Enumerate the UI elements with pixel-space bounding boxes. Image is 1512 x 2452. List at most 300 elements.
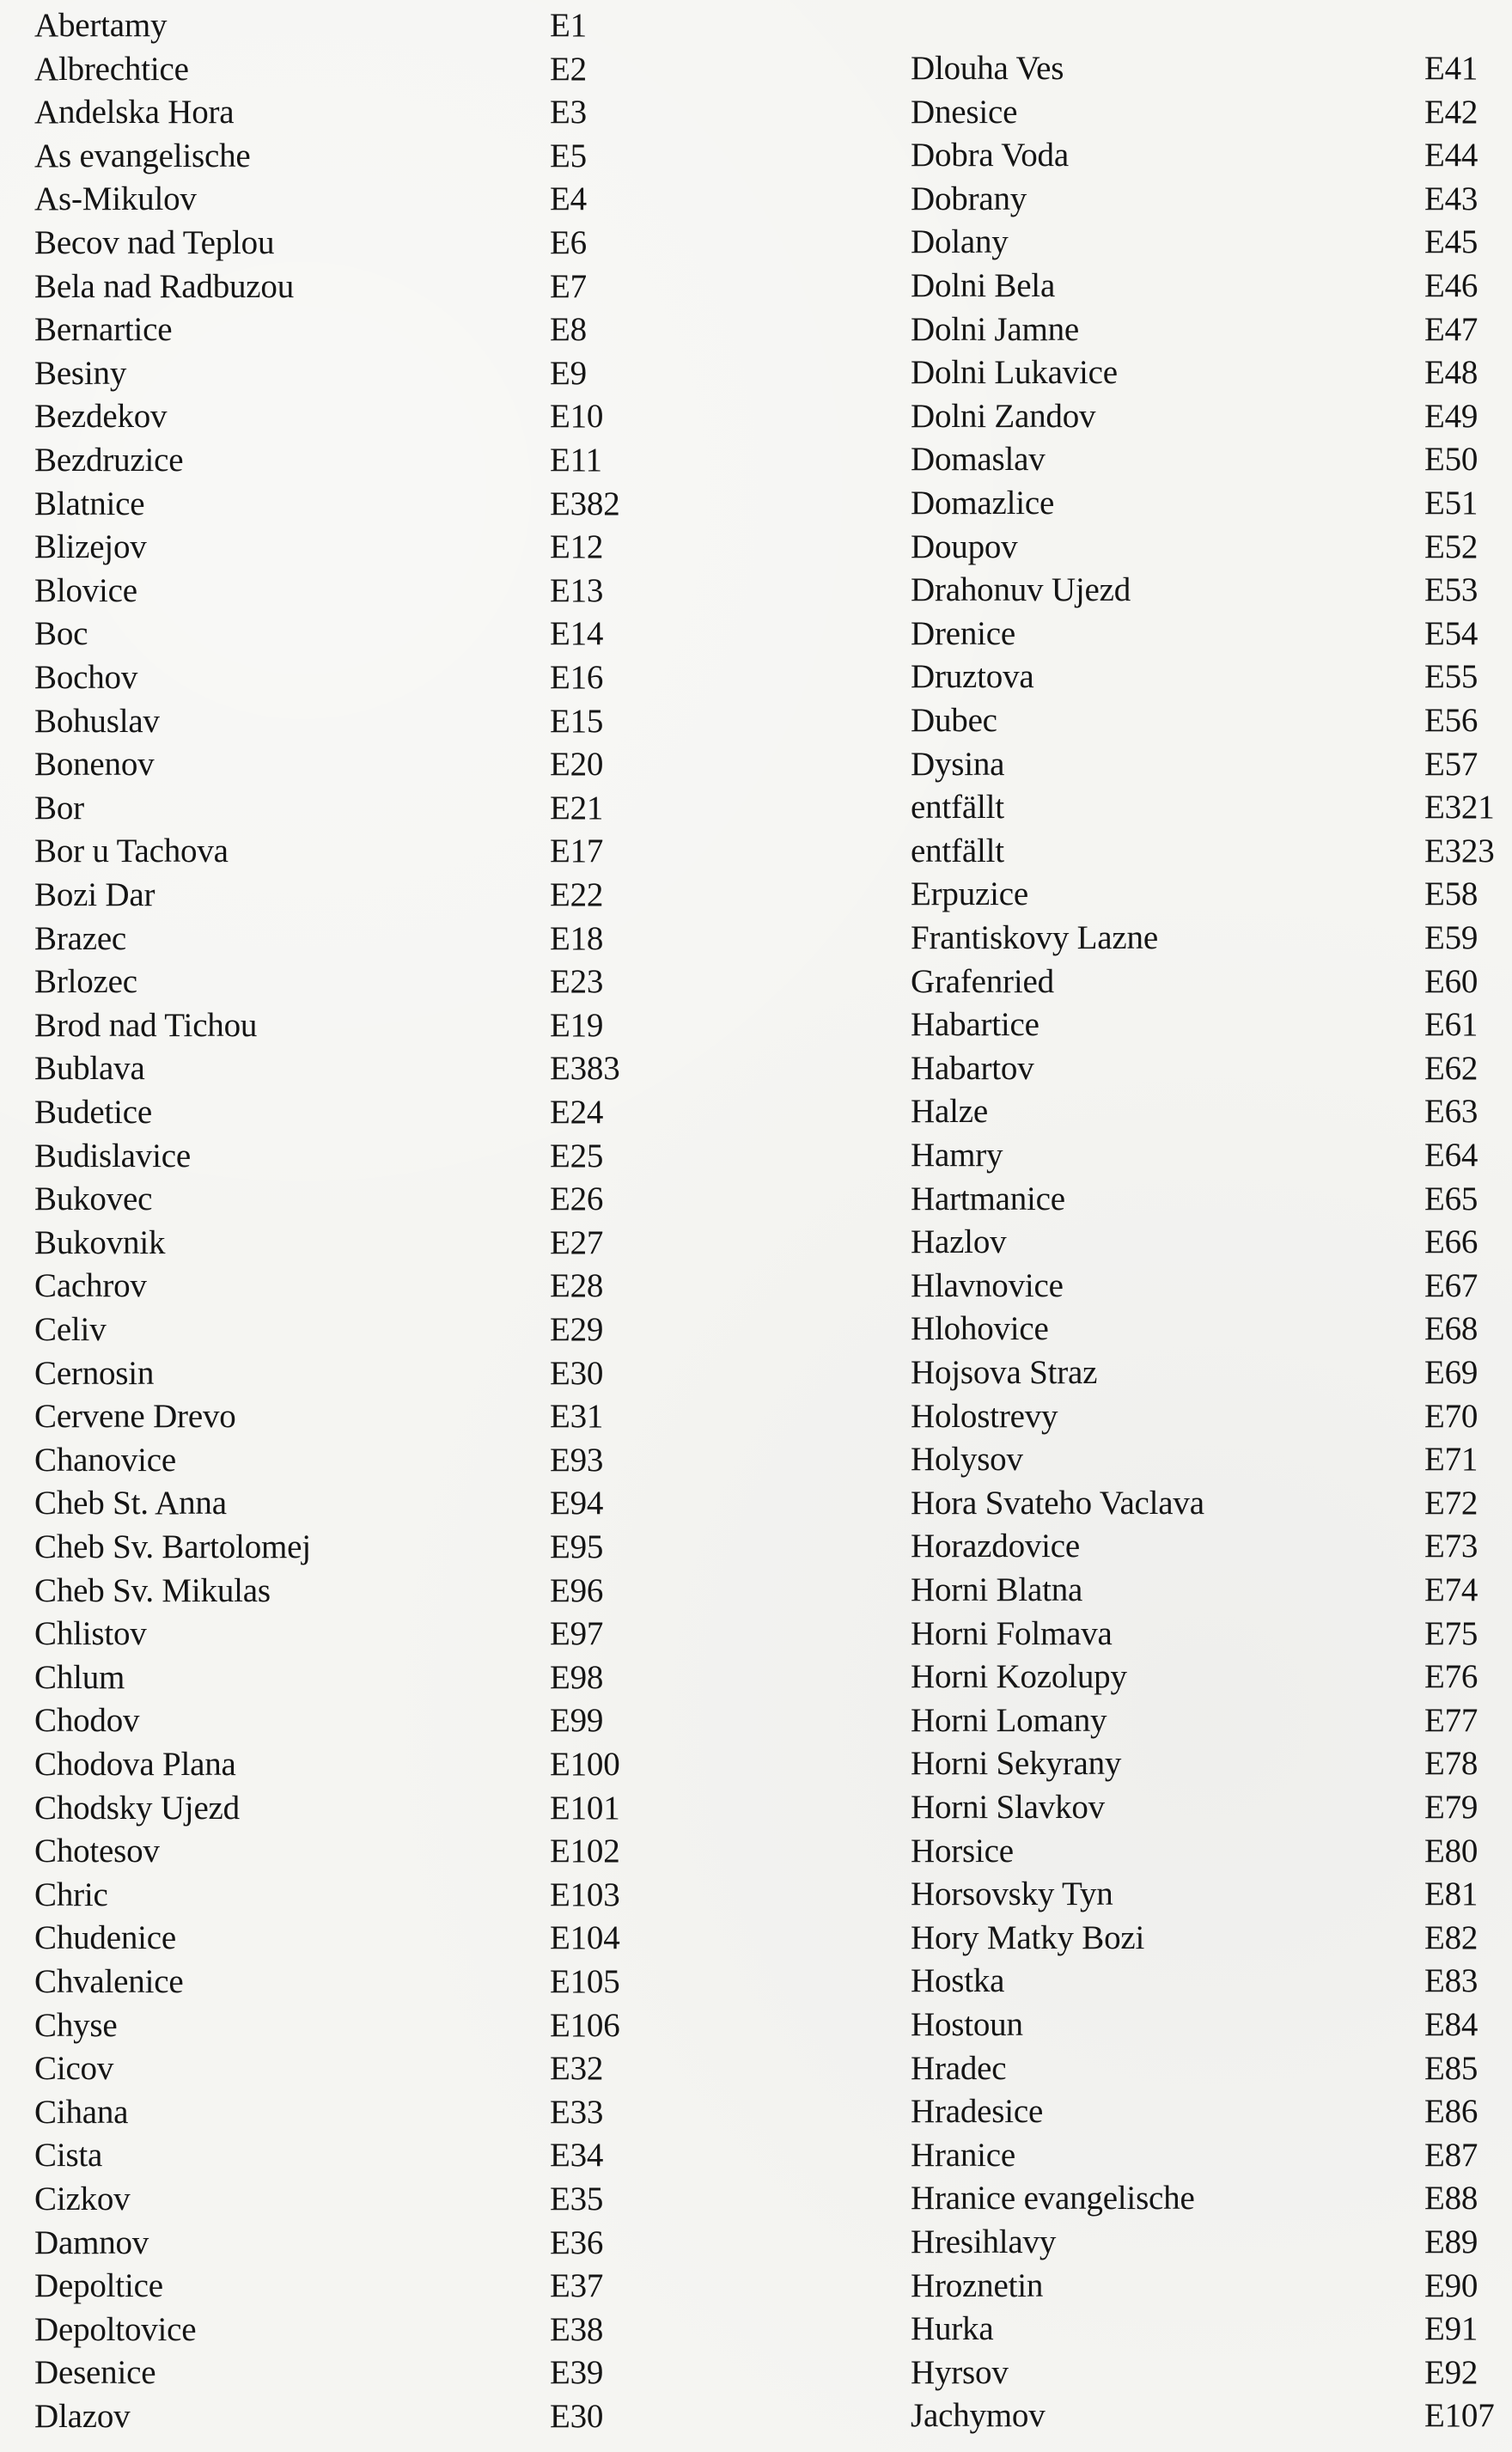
- index-entry: [0, 1223, 773, 1270]
- entry-code: E37: [550, 2267, 604, 2305]
- place-name: Cihana: [34, 2093, 129, 2131]
- place-name: As-Mikulov: [34, 180, 197, 218]
- entry-code: E70: [1424, 1397, 1478, 1435]
- place-name: Dolany: [911, 223, 1009, 261]
- index-entry: [0, 1658, 773, 1705]
- place-name: Bublava: [34, 1050, 145, 1088]
- place-name: Boc: [34, 615, 88, 653]
- place-name: Bernartice: [34, 311, 173, 349]
- place-name: Besiny: [34, 354, 127, 392]
- place-name: Doupov: [911, 528, 1018, 565]
- place-name: Dubec: [911, 702, 997, 739]
- index-entry: [0, 1400, 773, 1443]
- index-entry: [875, 1182, 1512, 1226]
- place-name: Frantiskovy Lazne: [911, 919, 1158, 956]
- place-name: Dobrany: [911, 180, 1027, 217]
- index-entry: [0, 2052, 773, 2095]
- entry-code: E64: [1424, 1137, 1478, 1174]
- place-name: Dolni Lukavice: [911, 354, 1118, 392]
- place-name: Bela nad Radbuzou: [34, 267, 295, 305]
- entry-code: E43: [1424, 180, 1478, 217]
- index-entry: [0, 1486, 773, 1530]
- place-name: Damnov: [34, 2223, 149, 2261]
- entry-code: E65: [1424, 1180, 1478, 1217]
- entry-code: E45: [1424, 223, 1478, 261]
- entry-code: E74: [1424, 1571, 1478, 1608]
- entry-code: E92: [1424, 2353, 1478, 2391]
- place-name: Halze: [911, 1093, 988, 1131]
- index-entry: [0, 2400, 773, 2443]
- place-name: Celiv: [34, 1311, 107, 1348]
- index-entry: [875, 1790, 1512, 1834]
- entry-code: E30: [550, 2398, 604, 2435]
- place-name: Hlohovice: [911, 1310, 1049, 1348]
- entry-code: E89: [1424, 2223, 1478, 2260]
- place-name: Jachymov: [911, 2397, 1046, 2435]
- entry-code: E22: [550, 876, 604, 913]
- index-entry: [0, 182, 773, 226]
- entry-code: E71: [1424, 1441, 1478, 1479]
- index-entry: [0, 1571, 773, 1618]
- entry-code: E57: [1424, 745, 1478, 783]
- index-entry: [875, 921, 1512, 965]
- place-name: Horni Lomany: [911, 1701, 1107, 1739]
- index-entry: [875, 962, 1512, 1009]
- place-name: Grafenried: [911, 962, 1054, 1000]
- index-entry: [875, 1486, 1512, 1530]
- entry-code: E50: [1424, 441, 1478, 479]
- index-entry: [0, 400, 773, 443]
- entry-code: E49: [1424, 397, 1478, 435]
- index-entry: [0, 2269, 773, 2313]
- entry-code: E87: [1424, 2136, 1478, 2174]
- index-entry: [875, 1747, 1512, 1790]
- place-name: Habartov: [911, 1049, 1034, 1087]
- place-name: Dysina: [911, 745, 1005, 783]
- place-name: Hojsova Straz: [911, 1354, 1098, 1391]
- index-entry: [875, 138, 1512, 182]
- index-entry: [0, 2138, 773, 2182]
- index-entry: [875, 1138, 1512, 1182]
- index-entry: [875, 2138, 1512, 2182]
- entry-code: E19: [550, 1006, 604, 1044]
- entry-code: E323: [1424, 832, 1495, 869]
- entry-code: E4: [550, 180, 587, 218]
- place-name: Bor: [34, 789, 84, 826]
- place-name: Domazlice: [911, 485, 1055, 522]
- place-name: Chvalenice: [34, 1963, 184, 2000]
- entry-code: E29: [550, 1311, 604, 1348]
- index-entry: [0, 354, 773, 400]
- place-name: Hradec: [911, 2049, 1007, 2087]
- entry-code: E79: [1424, 1789, 1478, 1826]
- entry-code: E62: [1424, 1049, 1478, 1087]
- index-entry: [0, 661, 773, 704]
- entry-code: E21: [550, 789, 604, 826]
- index-entry: [875, 1529, 1512, 1573]
- index-entry: [0, 2356, 773, 2400]
- index-entry: [875, 1614, 1512, 1661]
- entry-code: E11: [550, 442, 602, 479]
- index-entry: [875, 52, 1512, 95]
- index-entry: [875, 1095, 1512, 1138]
- entry-code: E10: [550, 398, 604, 436]
- place-name: Chudenice: [34, 1919, 176, 1957]
- entry-code: E76: [1424, 1658, 1478, 1696]
- entry-code: E28: [550, 1267, 604, 1305]
- entry-code: E97: [550, 1615, 604, 1653]
- index-entry: [0, 313, 773, 357]
- place-name: Desenice: [34, 2354, 156, 2392]
- place-name: Drahonuv Ujezd: [911, 571, 1131, 609]
- entry-code: E35: [550, 2181, 604, 2217]
- entry-code: E1: [550, 7, 587, 44]
- entry-code: E3: [550, 94, 587, 131]
- place-name: Horni Blatna: [911, 1571, 1083, 1608]
- place-name: Chyse: [34, 2006, 118, 2044]
- place-name: Bozi Dar: [34, 876, 155, 913]
- place-name: Dlazov: [34, 2398, 131, 2435]
- index-entry: [875, 310, 1512, 357]
- place-name: Cernosin: [34, 1354, 155, 1392]
- entry-code: E66: [1424, 1223, 1478, 1261]
- place-name: Horni Slavkov: [911, 1789, 1105, 1826]
- entry-code: E47: [1424, 310, 1478, 348]
- index-entry: [0, 1530, 773, 1574]
- place-name: Blovice: [34, 571, 137, 609]
- entry-code: E382: [550, 485, 620, 522]
- entry-code: E383: [550, 1050, 620, 1088]
- index-entry: [875, 225, 1512, 269]
- place-name: Dlouha Ves: [911, 50, 1064, 87]
- index-entry: [875, 704, 1512, 747]
- index-entry: [0, 139, 773, 183]
- entry-code: E32: [550, 2050, 604, 2088]
- index-entry: [0, 1052, 773, 1095]
- index-entry: [875, 614, 1512, 661]
- index-entry: [875, 2353, 1512, 2400]
- index-entry: [875, 1008, 1512, 1052]
- index-entry: [875, 1443, 1512, 1486]
- place-name: Cheb Sv. Mikulas: [34, 1571, 271, 1609]
- index-entry: [0, 267, 773, 314]
- place-name: Cheb St. Anna: [34, 1485, 227, 1522]
- index-entry: [0, 1704, 773, 1748]
- place-name: Hranice: [911, 2136, 1016, 2174]
- entry-code: E20: [550, 746, 604, 784]
- place-name: Bezdruzice: [34, 442, 184, 479]
- right-index-column: [875, 0, 1512, 2452]
- entry-code: E14: [550, 615, 604, 653]
- index-entry: [0, 1878, 773, 1922]
- entry-code: E81: [1424, 1876, 1478, 1913]
- entry-code: E58: [1424, 875, 1478, 913]
- entry-code: E98: [550, 1658, 604, 1696]
- entry-code: E59: [1424, 919, 1478, 956]
- place-name: Horni Kozolupy: [911, 1658, 1127, 1696]
- place-name: Hyrsov: [911, 2353, 1009, 2391]
- entry-code: E93: [550, 1441, 604, 1479]
- index-entry: [0, 878, 773, 922]
- entry-code: E12: [550, 528, 604, 566]
- place-name: Hazlov: [911, 1223, 1007, 1261]
- entry-code: E7: [550, 267, 587, 305]
- entry-code: E99: [550, 1702, 604, 1740]
- place-name: Hroznetin: [911, 2266, 1044, 2304]
- place-name: Hory Matky Bozi: [911, 1918, 1145, 1956]
- entry-code: E69: [1424, 1354, 1478, 1391]
- place-name: Albrechtice: [34, 50, 189, 88]
- entry-code: E61: [1424, 1006, 1478, 1044]
- index-entry: [875, 834, 1512, 878]
- index-entry: [0, 2095, 773, 2139]
- entry-code: E107: [1424, 2397, 1495, 2435]
- entry-code: E48: [1424, 354, 1478, 392]
- index-entry: [0, 704, 773, 748]
- place-name: Erpuzice: [911, 875, 1028, 913]
- index-entry: [0, 1965, 773, 2009]
- index-entry: [0, 747, 773, 791]
- place-name: Holysov: [911, 1441, 1023, 1479]
- index-entry: [875, 2095, 1512, 2138]
- index-entry: [875, 1834, 1512, 1878]
- entry-code: E106: [550, 2006, 620, 2044]
- index-entry: [875, 1701, 1512, 1748]
- index-entry: [875, 95, 1512, 139]
- index-entry: [875, 2008, 1512, 2052]
- entry-code: E101: [550, 1789, 620, 1827]
- place-name: Cista: [34, 2137, 103, 2174]
- place-name: Bonenov: [34, 746, 155, 784]
- index-entry: [875, 1225, 1512, 1269]
- entry-code: E2: [550, 50, 587, 88]
- entry-code: E77: [1424, 1701, 1478, 1739]
- place-name: Horsovsky Tyn: [911, 1876, 1113, 1913]
- place-name: Budislavice: [34, 1137, 191, 1174]
- entry-code: E42: [1424, 93, 1478, 131]
- entry-code: E95: [550, 1528, 604, 1565]
- entry-code: E26: [550, 1180, 604, 1218]
- index-entry: [875, 790, 1512, 834]
- entry-code: E36: [550, 2223, 604, 2261]
- index-entry: [0, 226, 773, 270]
- place-name: Bezdekov: [34, 398, 168, 436]
- index-entry: [875, 182, 1512, 226]
- index-entry: [0, 834, 773, 878]
- entry-code: E18: [550, 919, 604, 957]
- entry-code: E53: [1424, 571, 1478, 609]
- index-entry: [875, 1918, 1512, 1965]
- index-entry: [875, 2225, 1512, 2269]
- place-name: Hradesice: [911, 2093, 1044, 2131]
- place-name: Horni Folmava: [911, 1614, 1113, 1652]
- entry-code: E33: [550, 2093, 604, 2131]
- place-name: Bohuslav: [34, 702, 160, 740]
- entry-code: E46: [1424, 267, 1478, 304]
- entry-code: E44: [1424, 137, 1478, 174]
- entry-code: E84: [1424, 2006, 1478, 2043]
- entry-code: E55: [1424, 658, 1478, 696]
- entry-code: E75: [1424, 1614, 1478, 1652]
- entry-code: E102: [550, 1833, 620, 1870]
- entry-code: E8: [550, 311, 587, 349]
- entry-code: E27: [550, 1223, 604, 1261]
- index-entry: [0, 617, 773, 661]
- entry-code: E73: [1424, 1528, 1478, 1565]
- index-entry: [0, 9, 773, 52]
- entry-code: E86: [1424, 2093, 1478, 2131]
- index-entry: [875, 2266, 1512, 2313]
- index-entry: [875, 530, 1512, 574]
- place-name: Chodova Plana: [34, 1746, 236, 1783]
- place-name: Brod nad Tichou: [34, 1006, 258, 1044]
- entry-code: E60: [1424, 962, 1478, 1000]
- place-name: Horni Sekyrany: [911, 1745, 1122, 1783]
- place-name: Blizejov: [34, 528, 147, 566]
- place-name: Dolni Zandov: [911, 397, 1096, 435]
- index-entry: [0, 1748, 773, 1791]
- entry-code: E63: [1424, 1093, 1478, 1131]
- entry-code: E34: [550, 2137, 604, 2174]
- place-name: Chodsky Ujezd: [34, 1789, 240, 1827]
- entry-code: E51: [1424, 485, 1478, 522]
- place-name: Holostrevy: [911, 1397, 1058, 1435]
- entry-code: E25: [550, 1137, 604, 1174]
- place-name: Cachrov: [34, 1267, 147, 1305]
- entry-code: E80: [1424, 1832, 1478, 1869]
- place-name: Hartmanice: [911, 1180, 1065, 1217]
- entry-code: E85: [1424, 2049, 1478, 2087]
- place-name: Dolni Jamne: [911, 310, 1080, 348]
- index-entry: [875, 269, 1512, 313]
- index-entry: [0, 1921, 773, 1965]
- index-entry: [875, 1964, 1512, 2008]
- entry-code: E96: [550, 1571, 604, 1609]
- place-name: Dolni Bela: [911, 267, 1056, 304]
- entry-code: E5: [550, 137, 587, 174]
- place-name: Dobra Voda: [911, 137, 1069, 174]
- place-name: As evangelische: [34, 137, 251, 174]
- entry-code: E16: [550, 659, 604, 696]
- index-entry: [0, 919, 773, 966]
- place-name: Chlum: [34, 1658, 125, 1696]
- index-entry: [875, 397, 1512, 443]
- place-name: entfällt: [911, 789, 1004, 826]
- entry-code: E15: [550, 702, 604, 740]
- entry-code: E82: [1424, 1918, 1478, 1956]
- index-entry: [875, 660, 1512, 704]
- index-entry: [875, 1049, 1512, 1095]
- entry-code: E17: [550, 833, 604, 870]
- entry-code: E39: [550, 2354, 604, 2392]
- index-entry: [875, 1660, 1512, 1704]
- place-name: Hostka: [911, 1962, 1005, 2000]
- place-name: Budetice: [34, 1094, 153, 1131]
- index-entry: [0, 791, 773, 835]
- index-entry: [875, 442, 1512, 486]
- entry-code: E38: [550, 2310, 604, 2348]
- place-name: Druztova: [911, 658, 1034, 696]
- place-name: Hresihlavy: [911, 2223, 1057, 2260]
- index-entry: [0, 1834, 773, 1878]
- place-name: Horazdovice: [911, 1528, 1081, 1565]
- index-entry: [875, 1266, 1512, 1313]
- place-name: Hranice evangelische: [911, 2180, 1195, 2217]
- index-entry: [0, 530, 773, 574]
- index-entry: [875, 877, 1512, 921]
- place-name: Hamry: [911, 1137, 1003, 1174]
- place-name: Becov nad Teplou: [34, 224, 275, 261]
- place-name: Cizkov: [34, 2181, 131, 2217]
- index-entry: [875, 356, 1512, 400]
- index-entry: [875, 486, 1512, 530]
- entry-code: E88: [1424, 2180, 1478, 2217]
- entry-code: E91: [1424, 2310, 1478, 2348]
- index-entry: [875, 1397, 1512, 1443]
- entry-code: E54: [1424, 614, 1478, 652]
- place-name: Cheb Sv. Bartolomej: [34, 1528, 311, 1565]
- entry-code: E321: [1424, 789, 1495, 826]
- index-entry: [0, 95, 773, 139]
- place-name: Horsice: [911, 1832, 1014, 1869]
- entry-code: E41: [1424, 50, 1478, 87]
- index-entry: [0, 571, 773, 618]
- place-name: Blatnice: [34, 485, 145, 522]
- entry-code: E100: [550, 1746, 620, 1783]
- index-entry: [0, 1139, 773, 1183]
- index-entry: [0, 1095, 773, 1139]
- entry-code: E6: [550, 224, 587, 261]
- entry-code: E67: [1424, 1266, 1478, 1304]
- index-entry: [875, 2049, 1512, 2095]
- entry-code: E83: [1424, 1962, 1478, 2000]
- place-name: Depoltice: [34, 2267, 163, 2305]
- place-name: Bukovec: [34, 1180, 153, 1218]
- place-name: Bukovnik: [34, 1223, 166, 1261]
- index-entry: [0, 2310, 773, 2357]
- entry-code: E105: [550, 1963, 620, 2000]
- index-entry: [0, 2182, 773, 2226]
- index-entry: [0, 1313, 773, 1357]
- index-entry: [875, 573, 1512, 617]
- index-entry: [875, 2399, 1512, 2443]
- index-entry: [875, 1877, 1512, 1921]
- place-name: Cervene Drevo: [34, 1398, 236, 1436]
- place-name: Drenice: [911, 614, 1016, 652]
- place-name: Brlozec: [34, 963, 137, 1001]
- index-entry: [0, 2223, 773, 2270]
- entry-code: E9: [550, 354, 587, 392]
- place-name: Hlavnovice: [911, 1266, 1064, 1304]
- index-entry: [0, 1269, 773, 1313]
- entry-code: E24: [550, 1094, 604, 1131]
- place-name: Hurka: [911, 2310, 994, 2348]
- entry-code: E94: [550, 1485, 604, 1522]
- index-entry: [0, 1354, 773, 1400]
- index-entry: [0, 2006, 773, 2052]
- index-entry: [875, 2312, 1512, 2356]
- place-name: Dnesice: [911, 93, 1018, 131]
- index-entry: [0, 1443, 773, 1487]
- place-name: Chodov: [34, 1702, 140, 1740]
- index-entry: [0, 487, 773, 531]
- index-entry: [875, 1573, 1512, 1617]
- entry-code: E31: [550, 1398, 604, 1436]
- index-entry: [0, 1617, 773, 1661]
- index-entry: [0, 52, 773, 96]
- index-entry: [875, 747, 1512, 791]
- place-name: Andelska Hora: [34, 94, 235, 131]
